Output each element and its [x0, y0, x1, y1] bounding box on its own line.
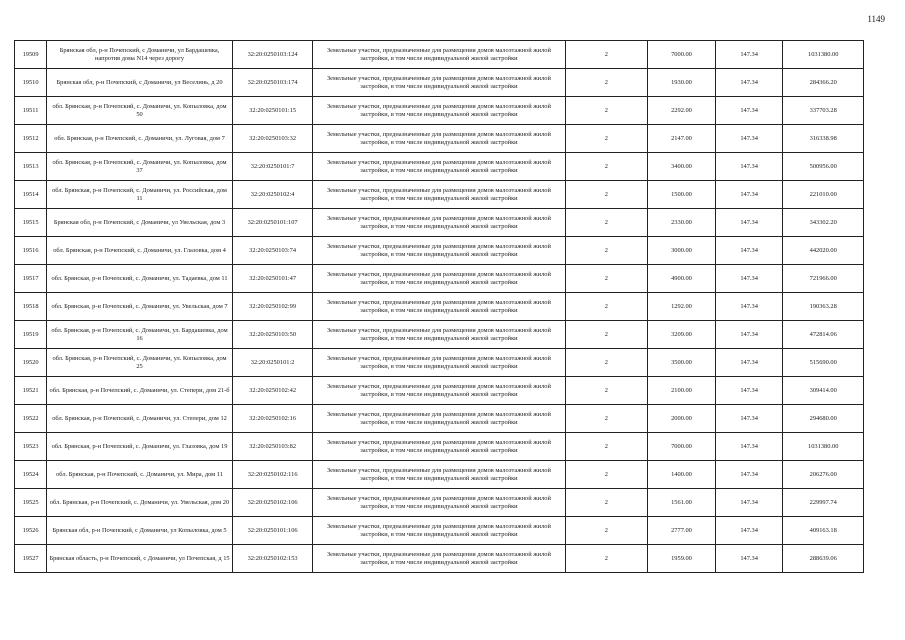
- specific-value-cell: 147.34: [715, 265, 783, 293]
- category-cell: 2: [565, 181, 648, 209]
- table-row: [15, 181, 864, 209]
- page-number: 1149: [867, 14, 885, 24]
- cadastral-value-cell: 294680.00: [783, 405, 864, 433]
- cadastral-value-cell: 500956.00: [783, 153, 864, 181]
- cadastral-number-cell: 32:20:0250102:116: [232, 461, 312, 489]
- address-cell: обл. Брянская, р-н Почепский, с. Доманичи, ул. Тадаевка, дом 11: [47, 265, 233, 293]
- permitted-use-cell: Земельные участки, предназначенные для размещения домов малоэтажной жилой застройки, в том числе индивидуальной жилой застройки: [313, 517, 565, 545]
- table-row: [15, 405, 864, 433]
- specific-value-cell: 147.34: [715, 209, 783, 237]
- cadastral-number-cell: 32:20:0250101:15: [232, 97, 312, 125]
- cadastral-value-cell: 309414.00: [783, 377, 864, 405]
- cadastral-number-cell: 32:20:0250103:82: [232, 433, 312, 461]
- address-cell: Брянская обл, р-н Почепский, с Доманичи, ул Увельская, дом 3: [47, 209, 233, 237]
- address-cell: обл. Брянская, р-н Почепский, с. Доманичи, ул. Копыловка, дом 50: [47, 97, 233, 125]
- table-body: [15, 41, 864, 573]
- row-number: 19509: [15, 41, 47, 69]
- cadastral-value-cell: 343302.20: [783, 209, 864, 237]
- specific-value-cell: 147.34: [715, 69, 783, 97]
- cadastral-value-cell: 721966.00: [783, 265, 864, 293]
- table-row: [15, 237, 864, 265]
- address-cell: обл. Брянская, р-н Почепский, с. Доманичи, ул. Увельская, дом 20: [47, 489, 233, 517]
- cadastral-number-cell: 32:20:0250103:174: [232, 69, 312, 97]
- area-cell: 1500.00: [648, 181, 716, 209]
- area-cell: 2777.00: [648, 517, 716, 545]
- area-cell: 3209.00: [648, 321, 716, 349]
- permitted-use-cell: Земельные участки, предназначенные для размещения домов малоэтажной жилой застройки, в том числе индивидуальной жилой застройки: [313, 461, 565, 489]
- table-row: [15, 433, 864, 461]
- category-cell: 2: [565, 405, 648, 433]
- table-row: [15, 545, 864, 573]
- specific-value-cell: 147.34: [715, 293, 783, 321]
- category-cell: 2: [565, 41, 648, 69]
- table-row: [15, 349, 864, 377]
- permitted-use-cell: Земельные участки, предназначенные для размещения домов малоэтажной жилой застройки, в том числе индивидуальной жилой застройки: [313, 125, 565, 153]
- row-number: 19522: [15, 405, 47, 433]
- category-cell: 2: [565, 545, 648, 573]
- category-cell: 2: [565, 377, 648, 405]
- address-cell: обл. Брянская, р-н Почепский, с. Доманичи, ул. Копыловка, дом 25: [47, 349, 233, 377]
- address-cell: обл. Брянская, р-н Почепский, с. Доманичи, ул. Мира, дом 11: [47, 461, 233, 489]
- area-cell: 3000.00: [648, 237, 716, 265]
- specific-value-cell: 147.34: [715, 125, 783, 153]
- cadastral-value-cell: 337703.28: [783, 97, 864, 125]
- address-cell: обл. Брянская, р-н Почепский, с. Доманичи, ул. Российская, дом 11: [47, 181, 233, 209]
- cadastral-number-cell: 32:20:0250102:16: [232, 405, 312, 433]
- address-cell: Брянская обл, р-н Почепский, с Доманичи, ул Веселинь, д 20: [47, 69, 233, 97]
- row-number: 19527: [15, 545, 47, 573]
- cadastral-number-cell: 32:20:0250102:106: [232, 489, 312, 517]
- area-cell: 2147.00: [648, 125, 716, 153]
- category-cell: 2: [565, 461, 648, 489]
- row-number: 19517: [15, 265, 47, 293]
- specific-value-cell: 147.34: [715, 97, 783, 125]
- category-cell: 2: [565, 489, 648, 517]
- category-cell: 2: [565, 349, 648, 377]
- specific-value-cell: 147.34: [715, 181, 783, 209]
- area-cell: 7000.00: [648, 433, 716, 461]
- table-row: [15, 321, 864, 349]
- row-number: 19520: [15, 349, 47, 377]
- row-number: 19525: [15, 489, 47, 517]
- area-cell: 1292.00: [648, 293, 716, 321]
- row-number: 19513: [15, 153, 47, 181]
- area-cell: 1561.00: [648, 489, 716, 517]
- category-cell: 2: [565, 321, 648, 349]
- cadastral-value-cell: 288639.06: [783, 545, 864, 573]
- cadastral-value-cell: 442020.00: [783, 237, 864, 265]
- address-cell: обл. Брянская, р-н Почепский, с. Доманичи, ул. Степери, дом 21-б: [47, 377, 233, 405]
- cadastral-number-cell: 32:20:0250101:107: [232, 209, 312, 237]
- cadastral-value-cell: 284366.20: [783, 69, 864, 97]
- area-cell: 1959.00: [648, 545, 716, 573]
- cadastral-value-cell: 472814.06: [783, 321, 864, 349]
- cadastral-value-cell: 316338.98: [783, 125, 864, 153]
- table-row: [15, 209, 864, 237]
- address-cell: Брянская обл, р-н Почепский, с Доманичи, ул Бардашевка, напротив дома N14 через дорогу: [47, 41, 233, 69]
- cadastral-number-cell: 32:20:0250102:153: [232, 545, 312, 573]
- table-row: [15, 517, 864, 545]
- cadastral-value-cell: 515690.00: [783, 349, 864, 377]
- specific-value-cell: 147.34: [715, 461, 783, 489]
- specific-value-cell: 147.34: [715, 517, 783, 545]
- category-cell: 2: [565, 125, 648, 153]
- address-cell: обл. Брянская, р-н Почепский, с. Доманичи, ул. Луговая, дом 7: [47, 125, 233, 153]
- row-number: 19516: [15, 237, 47, 265]
- permitted-use-cell: Земельные участки, предназначенные для размещения домов малоэтажной жилой застройки, в том числе индивидуальной жилой застройки: [313, 545, 565, 573]
- area-cell: 4900.00: [648, 265, 716, 293]
- area-cell: 7000.00: [648, 41, 716, 69]
- table-row: [15, 489, 864, 517]
- address-cell: обл. Брянская, р-н Почепский, с. Доманичи, ул. Глазовка, дом 19: [47, 433, 233, 461]
- row-number: 19523: [15, 433, 47, 461]
- category-cell: 2: [565, 209, 648, 237]
- permitted-use-cell: Земельные участки, предназначенные для размещения домов малоэтажной жилой застройки, в том числе индивидуальной жилой застройки: [313, 349, 565, 377]
- row-number: 19515: [15, 209, 47, 237]
- area-cell: 2000.00: [648, 405, 716, 433]
- address-cell: обл. Брянская, р-н Почепский, с. Доманичи, ул. Копыловка, дом 37: [47, 153, 233, 181]
- cadastral-number-cell: 32:20:0250101:106: [232, 517, 312, 545]
- permitted-use-cell: Земельные участки, предназначенные для размещения домов малоэтажной жилой застройки, в том числе индивидуальной жилой застройки: [313, 237, 565, 265]
- row-number: 19518: [15, 293, 47, 321]
- cadastral-number-cell: 32:20:0250103:74: [232, 237, 312, 265]
- address-cell: обл. Брянская, р-н Почепский, с. Доманичи, ул. Бардашевка, дом 16: [47, 321, 233, 349]
- category-cell: 2: [565, 69, 648, 97]
- specific-value-cell: 147.34: [715, 433, 783, 461]
- row-number: 19524: [15, 461, 47, 489]
- row-number: 19512: [15, 125, 47, 153]
- address-cell: обл. Брянская, р-н Почепский, с. Доманичи, ул. Степери, дом 12: [47, 405, 233, 433]
- area-cell: 2292.00: [648, 97, 716, 125]
- permitted-use-cell: Земельные участки, предназначенные для размещения домов малоэтажной жилой застройки, в том числе индивидуальной жилой застройки: [313, 489, 565, 517]
- cadastral-number-cell: 32:20:0250103:32: [232, 125, 312, 153]
- permitted-use-cell: Земельные участки, предназначенные для размещения домов малоэтажной жилой застройки, в том числе индивидуальной жилой застройки: [313, 69, 565, 97]
- cadastral-number-cell: 32:20:0250102:4: [232, 181, 312, 209]
- permitted-use-cell: Земельные участки, предназначенные для размещения домов малоэтажной жилой застройки, в том числе индивидуальной жилой застройки: [313, 97, 565, 125]
- permitted-use-cell: Земельные участки, предназначенные для размещения домов малоэтажной жилой застройки, в том числе индивидуальной жилой застройки: [313, 377, 565, 405]
- cadastral-value-cell: 229997.74: [783, 489, 864, 517]
- category-cell: 2: [565, 265, 648, 293]
- area-cell: 1400.00: [648, 461, 716, 489]
- row-number: 19514: [15, 181, 47, 209]
- table-row: [15, 265, 864, 293]
- row-number: 19521: [15, 377, 47, 405]
- area-cell: 1930.00: [648, 69, 716, 97]
- area-cell: 2330.00: [648, 209, 716, 237]
- area-cell: 3500.00: [648, 349, 716, 377]
- cadastral-number-cell: 32:20:0250102:99: [232, 293, 312, 321]
- table-row: [15, 41, 864, 69]
- permitted-use-cell: Земельные участки, предназначенные для размещения домов малоэтажной жилой застройки, в том числе индивидуальной жилой застройки: [313, 41, 565, 69]
- table-row: [15, 293, 864, 321]
- cadastral-value-cell: 221010.00: [783, 181, 864, 209]
- category-cell: 2: [565, 97, 648, 125]
- address-cell: обл. Брянская, р-н Почепский, с. Доманичи, ул. Глазовка, дом 4: [47, 237, 233, 265]
- specific-value-cell: 147.34: [715, 321, 783, 349]
- table-row: [15, 97, 864, 125]
- specific-value-cell: 147.34: [715, 153, 783, 181]
- category-cell: 2: [565, 517, 648, 545]
- specific-value-cell: 147.34: [715, 377, 783, 405]
- cadastral-value-table: [14, 40, 864, 573]
- area-cell: 3400.00: [648, 153, 716, 181]
- cadastral-value-cell: 1031380.00: [783, 41, 864, 69]
- table-row: [15, 461, 864, 489]
- cadastral-number-cell: 32:20:0250101:7: [232, 153, 312, 181]
- address-cell: обл. Брянская, р-н Почепский, с. Доманичи, ул. Увельская, дом 7: [47, 293, 233, 321]
- category-cell: 2: [565, 433, 648, 461]
- permitted-use-cell: Земельные участки, предназначенные для размещения домов малоэтажной жилой застройки, в том числе индивидуальной жилой застройки: [313, 181, 565, 209]
- address-cell: Брянская область, р-н Почепский, с Доманичи, ул Почепская, д 15: [47, 545, 233, 573]
- address-cell: Брянская обл, р-н Почепский, с Доманичи, ул Копыловка, дом 5: [47, 517, 233, 545]
- permitted-use-cell: Земельные участки, предназначенные для размещения домов малоэтажной жилой застройки, в том числе индивидуальной жилой застройки: [313, 293, 565, 321]
- table-row: [15, 69, 864, 97]
- cadastral-number-cell: 32:20:0250101:2: [232, 349, 312, 377]
- cadastral-value-cell: 206276.00: [783, 461, 864, 489]
- permitted-use-cell: Земельные участки, предназначенные для размещения домов малоэтажной жилой застройки, в том числе индивидуальной жилой застройки: [313, 209, 565, 237]
- row-number: 19511: [15, 97, 47, 125]
- category-cell: 2: [565, 237, 648, 265]
- specific-value-cell: 147.34: [715, 489, 783, 517]
- cadastral-value-cell: 409163.18: [783, 517, 864, 545]
- cadastral-number-cell: 32:20:0250103:50: [232, 321, 312, 349]
- permitted-use-cell: Земельные участки, предназначенные для размещения домов малоэтажной жилой застройки, в том числе индивидуальной жилой застройки: [313, 405, 565, 433]
- table-row: [15, 377, 864, 405]
- cadastral-number-cell: 32:20:0250103:124: [232, 41, 312, 69]
- permitted-use-cell: Земельные участки, предназначенные для размещения домов малоэтажной жилой застройки, в том числе индивидуальной жилой застройки: [313, 153, 565, 181]
- permitted-use-cell: Земельные участки, предназначенные для размещения домов малоэтажной жилой застройки, в том числе индивидуальной жилой застройки: [313, 265, 565, 293]
- cadastral-number-cell: 32:20:0250102:42: [232, 377, 312, 405]
- specific-value-cell: 147.34: [715, 237, 783, 265]
- specific-value-cell: 147.34: [715, 41, 783, 69]
- cadastral-value-cell: 1031380.00: [783, 433, 864, 461]
- row-number: 19510: [15, 69, 47, 97]
- table-row: [15, 153, 864, 181]
- area-cell: 2100.00: [648, 377, 716, 405]
- permitted-use-cell: Земельные участки, предназначенные для размещения домов малоэтажной жилой застройки, в том числе индивидуальной жилой застройки: [313, 433, 565, 461]
- category-cell: 2: [565, 293, 648, 321]
- specific-value-cell: 147.34: [715, 405, 783, 433]
- specific-value-cell: 147.34: [715, 349, 783, 377]
- specific-value-cell: 147.34: [715, 545, 783, 573]
- row-number: 19519: [15, 321, 47, 349]
- cadastral-number-cell: 32:20:0250101:47: [232, 265, 312, 293]
- permitted-use-cell: Земельные участки, предназначенные для размещения домов малоэтажной жилой застройки, в том числе индивидуальной жилой застройки: [313, 321, 565, 349]
- category-cell: 2: [565, 153, 648, 181]
- row-number: 19526: [15, 517, 47, 545]
- cadastral-value-cell: 190363.28: [783, 293, 864, 321]
- table-row: [15, 125, 864, 153]
